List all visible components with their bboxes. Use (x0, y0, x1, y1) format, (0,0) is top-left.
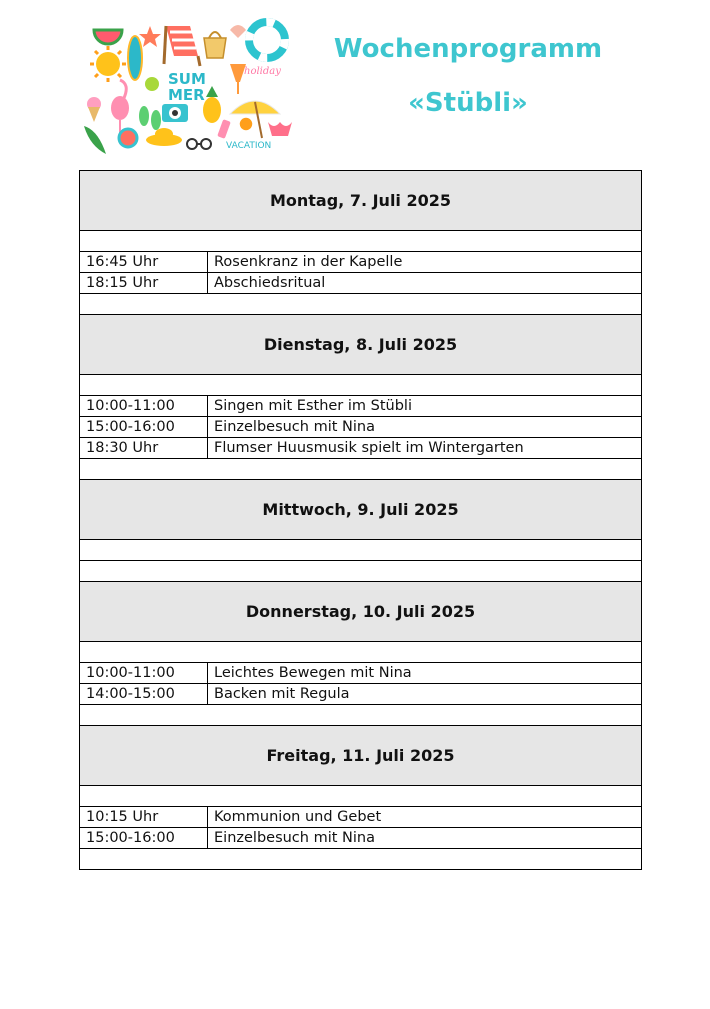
event-row (80, 438, 642, 459)
blank-cell (80, 705, 642, 726)
event-activity: Abschiedsritual (208, 273, 642, 294)
blank-row (80, 642, 642, 663)
beach-chair-icon (164, 26, 200, 66)
blank-cell (80, 375, 642, 396)
event-activity: Rosenkranz in der Kapelle (208, 252, 642, 273)
event-row (80, 417, 642, 438)
event-row (80, 807, 642, 828)
event-activity: Backen mit Regula (208, 684, 642, 705)
blank-cell (80, 849, 642, 870)
summer-text (168, 70, 206, 104)
blank-cell (80, 642, 642, 663)
event-row (80, 684, 642, 705)
event-time: 10:00-11:00 (80, 663, 208, 684)
blank-row (80, 231, 642, 252)
starfish-icon (139, 26, 161, 47)
blank-row (80, 294, 642, 315)
event-activity: Singen mit Esther im Stübli (208, 396, 642, 417)
event-row (80, 663, 642, 684)
event-row (80, 252, 642, 273)
beach-ball-icon (119, 129, 137, 147)
day-header-row (80, 480, 642, 540)
blank-cell (80, 294, 642, 315)
event-time: 16:45 Uhr (80, 252, 208, 273)
event-time: 14:00-15:00 (80, 684, 208, 705)
bikini-icon (268, 122, 292, 136)
event-activity: Kommunion und Gebet (208, 807, 642, 828)
life-ring-icon (249, 22, 285, 58)
event-row (80, 396, 642, 417)
blank-row (80, 375, 642, 396)
lime-icon (145, 77, 159, 91)
blank-cell (80, 540, 642, 561)
svg-text:SUM: SUM (168, 70, 206, 88)
page-title (318, 22, 618, 130)
pineapple-icon (203, 86, 221, 123)
sun-icon (90, 46, 126, 82)
event-time: 10:00-11:00 (80, 396, 208, 417)
day-heading: Freitag, 11. Juli 2025 (80, 726, 642, 786)
blank-row (80, 459, 642, 480)
title-line-1: Wochenprogramm (333, 34, 603, 64)
day-heading: Mittwoch, 9. Juli 2025 (80, 480, 642, 540)
ice-cream-icon (87, 97, 101, 122)
event-time: 18:30 Uhr (80, 438, 208, 459)
blank-row (80, 540, 642, 561)
shell-icon (230, 25, 246, 38)
event-activity: Einzelbesuch mit Nina (208, 828, 642, 849)
holiday-text: holiday (244, 66, 281, 77)
day-header-row (80, 171, 642, 231)
sunglasses-icon (187, 139, 211, 149)
beach-bag-icon (204, 32, 226, 58)
day-header-row (80, 582, 642, 642)
event-row (80, 828, 642, 849)
event-activity: Flumser Huusmusik spielt im Wintergarten (208, 438, 642, 459)
day-header-row (80, 315, 642, 375)
event-time: 15:00-16:00 (80, 417, 208, 438)
title-line-2: «Stübli» (408, 88, 528, 118)
svg-text:MER: MER (168, 86, 205, 104)
day-heading: Dienstag, 8. Juli 2025 (80, 315, 642, 375)
flip-flops-icon (139, 106, 161, 130)
palm-leaf-icon (84, 126, 106, 154)
event-time: 18:15 Uhr (80, 273, 208, 294)
camera-icon (162, 104, 188, 122)
event-activity: Leichtes Bewegen mit Nina (208, 663, 642, 684)
summer-illustration (80, 18, 295, 156)
blank-row (80, 786, 642, 807)
blank-row (80, 849, 642, 870)
surfboard-icon (128, 36, 142, 80)
event-activity: Einzelbesuch mit Nina (208, 417, 642, 438)
blank-cell (80, 561, 642, 582)
day-heading: Donnerstag, 10. Juli 2025 (80, 582, 642, 642)
event-time: 15:00-16:00 (80, 828, 208, 849)
day-header-row (80, 726, 642, 786)
day-heading: Montag, 7. Juli 2025 (80, 171, 642, 231)
blank-row (80, 705, 642, 726)
orange-slice-icon (239, 117, 253, 131)
weekly-program-table (79, 170, 642, 870)
blank-row (80, 561, 642, 582)
blank-cell (80, 231, 642, 252)
blank-cell (80, 459, 642, 480)
watermelon-icon (94, 30, 122, 44)
blank-cell (80, 786, 642, 807)
sunscreen-icon (217, 119, 231, 139)
event-time: 10:15 Uhr (80, 807, 208, 828)
vacation-text: VACATION (226, 141, 272, 151)
event-row (80, 273, 642, 294)
